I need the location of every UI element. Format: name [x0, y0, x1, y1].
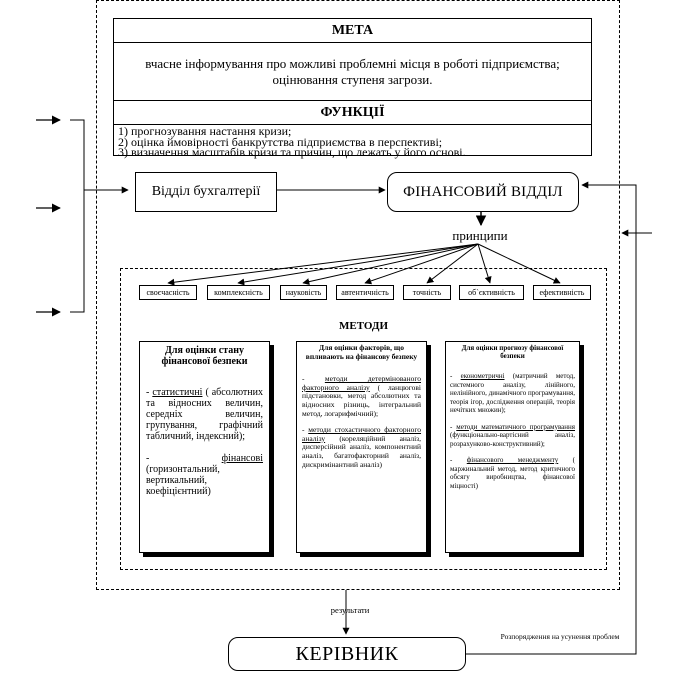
method-term: методи детермінованого факторного аналізу — [302, 374, 421, 392]
accounting-department-box: Відділ бухгалтерії — [135, 172, 277, 212]
method-term: економетричні — [460, 372, 505, 380]
method-description: ( абсолютних та відносних величин, середніх величин, групування, графічний табличний, індексний); — [146, 387, 263, 442]
principles-label: принципи — [452, 228, 508, 243]
goal-text — [114, 43, 591, 101]
method-card-state — [139, 341, 270, 553]
left-input-arrows — [36, 120, 60, 312]
goal-line: оцінювання ступеня загрози. — [272, 71, 433, 87]
goal-line: вчасне інформування про можливі проблемні місця в роботі підприємства; — [145, 55, 560, 71]
function-item: 1) прогнозування настання кризи; — [118, 124, 292, 138]
results-label: результати — [330, 605, 370, 615]
principle-objectivity: об`єктивність — [459, 285, 524, 300]
function-item: 2) оцінка ймовірності банкрутства підприємства в перспективі; — [118, 134, 443, 149]
functions-title: ФУНКЦІЇ — [114, 101, 591, 125]
method-description: (функціонально-вартісний аналіз, розрахунково-конструктивний); — [450, 431, 575, 448]
item-prefix: - — [450, 372, 461, 380]
method-item — [450, 456, 575, 490]
method-item — [450, 423, 575, 449]
director-box: КЕРІВНИК — [228, 637, 466, 671]
method-term: методи математичного програмування — [456, 422, 575, 431]
functions-list — [114, 124, 591, 160]
item-prefix: - — [302, 425, 309, 435]
item-prefix: - — [146, 453, 222, 464]
orders-label: Розпорядження на усунення проблем — [500, 632, 620, 641]
method-card-title: Для оцінки прогнозу фінансової безпеки — [461, 344, 564, 360]
method-card-title: Для оцінки стану фінансової безпеки — [161, 345, 248, 367]
item-prefix: - — [450, 456, 467, 464]
goal-title: МЕТА — [114, 19, 591, 43]
method-description: (кореляційний аналіз, дисперсійний аналіз, компонентний аналіз, багатофакторний аналіз, дискримінантний аналіз) — [302, 433, 421, 469]
principle-accuracy: точність — [403, 285, 451, 300]
method-term: фінансові — [221, 453, 263, 464]
method-description: (матричний метод, системного аналізу, лінійного, нелінійного, динамічного програмування, теорія ігор, дослідження операцій, теорія нечітких множин); — [450, 372, 575, 414]
item-prefix: - — [302, 374, 325, 384]
method-card-title: Для оцінки факторів, що впливають на фінансову безпеку — [305, 343, 418, 361]
method-item — [302, 375, 421, 418]
method-card-factors — [296, 341, 427, 553]
item-prefix: - — [450, 422, 457, 431]
function-item: 3) визначення масштабів кризи та причин, що лежать у його основі. — [118, 145, 466, 160]
methods-title: МЕТОДИ — [338, 320, 389, 332]
method-item — [302, 426, 421, 469]
method-item — [450, 372, 575, 415]
principle-complexity: комплексність — [207, 285, 270, 300]
method-item — [146, 453, 263, 497]
principle-timeliness: своєчасність — [139, 285, 197, 300]
method-description: (горизонтальний, вертикальний, коефіцієнтний) — [146, 464, 220, 497]
principle-scientific: науковість — [280, 285, 327, 300]
principle-authenticity: автентичність — [336, 285, 394, 300]
method-description: ( ланцюгові підстановки, метод абсолютних та відносних різниць, інтегральний метод, логарифмічний); — [302, 382, 422, 418]
method-card-forecast — [445, 341, 580, 553]
method-description: ( маржинальний метод, метод критичного обсягу виробництва, фінансової міцності) — [450, 456, 575, 490]
method-term: статистичні — [152, 387, 203, 398]
method-term: методи стохастичного факторного аналізу — [302, 425, 422, 443]
item-prefix: - — [146, 387, 153, 398]
goal-functions-panel — [113, 18, 592, 160]
principle-efficiency: ефективність — [533, 285, 591, 300]
method-item — [146, 387, 263, 442]
method-term: фінансового менеджменту — [466, 456, 559, 464]
finance-department-box: ФІНАНСОВИЙ ВІДДІЛ — [387, 172, 579, 212]
